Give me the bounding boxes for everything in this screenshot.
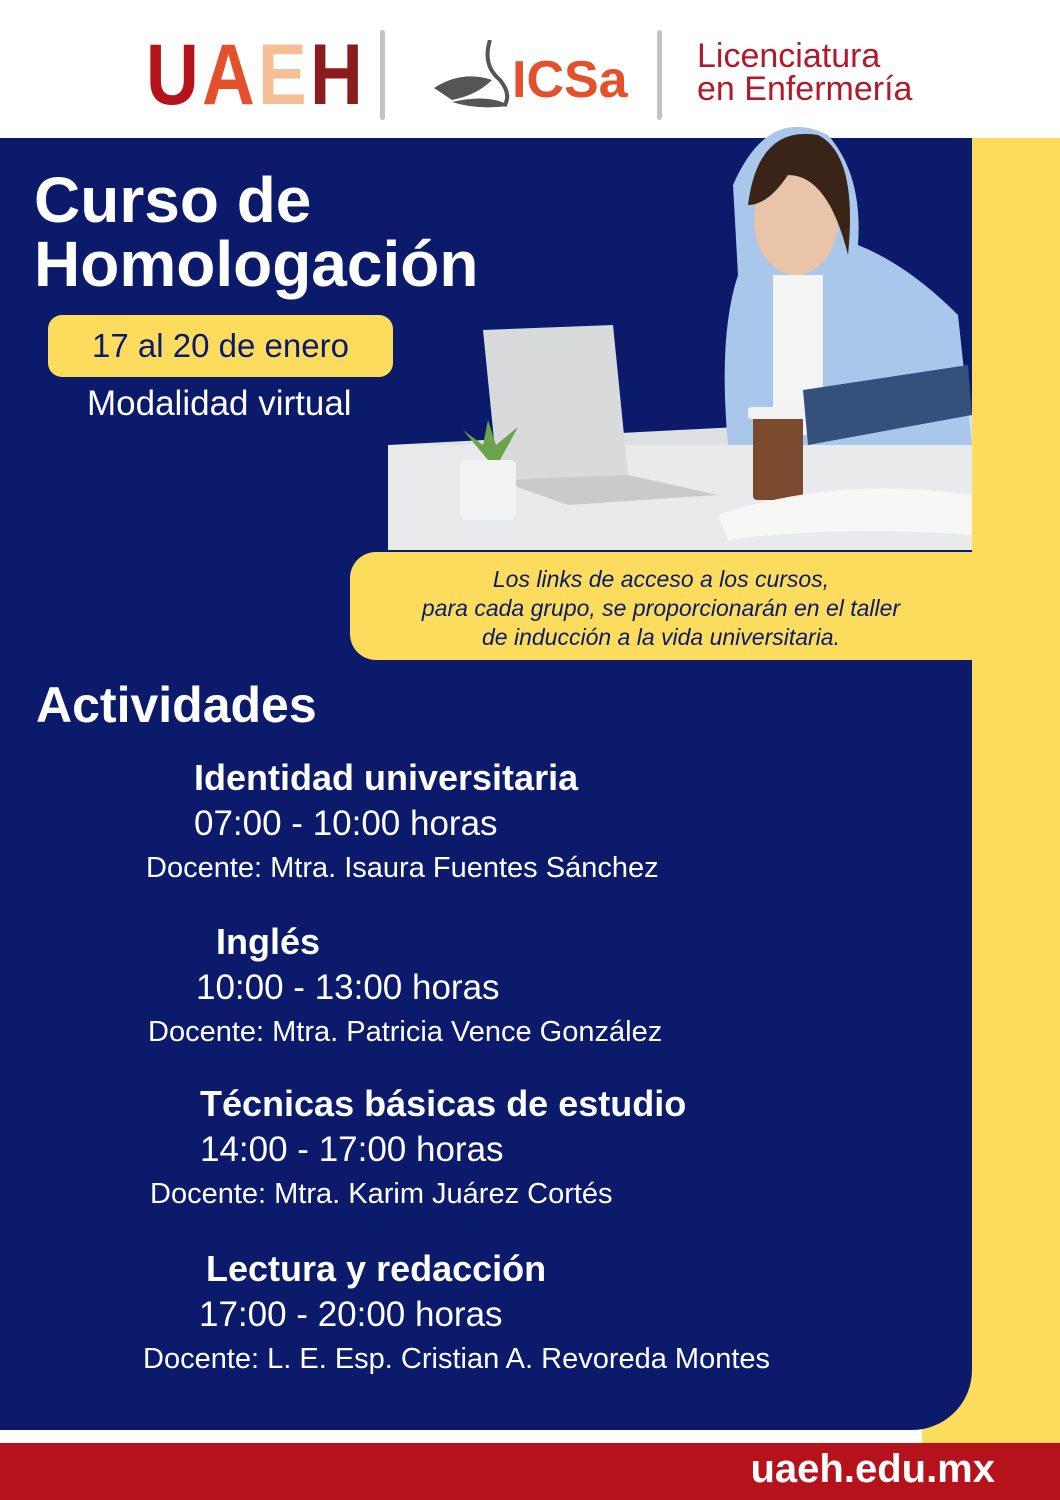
activity-teacher: Docente: Mtra. Isaura Fuentes Sánchez — [146, 852, 659, 884]
note-line: Los links de acceso a los cursos, — [492, 566, 830, 592]
activities-heading: Actividades — [36, 677, 317, 733]
page-title — [34, 164, 479, 300]
website-link[interactable]: uaeh.edu.mx — [750, 1447, 995, 1491]
program-line: en Enfermería — [697, 70, 913, 108]
icsa-logo — [432, 40, 628, 110]
activity-item — [143, 1246, 770, 1380]
note-line: de inducción a la vida universitaria. — [482, 624, 840, 650]
note-line: para cada grupo, se proporcionarán en el taller — [421, 595, 901, 621]
activity-teacher: Docente: Mtra. Patricia Vence González — [148, 1016, 663, 1048]
modality: Modalidad virtual — [87, 384, 352, 423]
date-badge: 17 al 20 de enero — [48, 315, 393, 377]
activity-item — [148, 919, 662, 1053]
activity-teacher: Docente: Mtra. Karim Juárez Cortés — [150, 1178, 613, 1210]
logo-letter: E — [258, 27, 302, 123]
program-line: Licenciatura — [697, 37, 881, 75]
activity-hours: 07:00 - 10:00 horas — [194, 804, 498, 843]
activity-hours: 14:00 - 17:00 horas — [200, 1130, 504, 1169]
leaf-icon — [432, 40, 512, 110]
logo-letter: U — [146, 27, 194, 123]
activity-teacher: Docente: L. E. Esp. Cristian A. Revoreda Montes — [143, 1343, 771, 1375]
activity-hours: 17:00 - 20:00 horas — [199, 1295, 503, 1334]
activity-name: Lectura y redacción — [206, 1248, 547, 1289]
white-band — [0, 1430, 922, 1443]
icsa-text: ICSa — [512, 51, 628, 109]
title-line: Homologación — [34, 228, 479, 300]
activity-item — [150, 1081, 686, 1215]
divider — [380, 30, 385, 120]
logo-letter: H — [309, 27, 358, 123]
activity-name: Inglés — [216, 921, 321, 962]
program-name — [697, 37, 913, 108]
activity-name: Técnicas básicas de estudio — [200, 1083, 687, 1124]
activity-name: Identidad universitaria — [194, 757, 579, 798]
activity-item — [146, 755, 659, 889]
divider — [657, 30, 662, 120]
logo-letter: A — [202, 27, 250, 123]
access-note — [350, 552, 972, 660]
uaeh-logo — [146, 27, 366, 123]
title-line: Curso de — [34, 164, 312, 236]
activity-hours: 10:00 - 13:00 horas — [196, 968, 500, 1007]
